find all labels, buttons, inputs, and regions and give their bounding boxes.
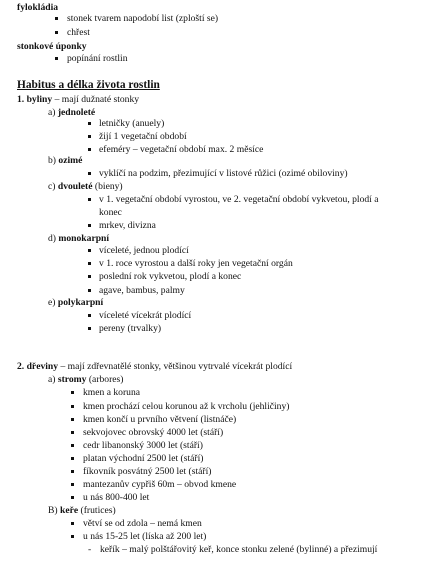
subsection-title: keře: [60, 505, 79, 516]
bullet-icon: [88, 224, 91, 227]
list-item: mrkev, divizna: [99, 220, 156, 231]
byliny-a-line: [48, 107, 95, 118]
list-item: v 1. vegetační období vyrostou, ve 2. vegetační období vykvetou, plodí a: [99, 194, 379, 205]
list-item: mantezanův cypřiš 60m – obvod kmene: [83, 479, 237, 490]
bullet-icon: [71, 391, 74, 394]
byliny-b-line: [48, 155, 82, 166]
subsection-prefix: b): [48, 155, 59, 166]
list-item: vyklíčí na podzim, přezimující v listové růžici (ozimé obiloviny): [99, 168, 348, 179]
list-item: popínání rostlin: [67, 53, 128, 64]
dreviny-desc: – mají zdřevnatělé stonky, většinou vytrvalé vícekrát plodící: [58, 361, 293, 372]
list-item: u nás 800-400 let: [83, 492, 150, 503]
bullet-icon: [88, 148, 91, 151]
list-item: v 1. roce vyrostou a další roky jen vegetační orgán: [99, 258, 293, 269]
dreviny-b-line: [48, 505, 116, 516]
bullet-icon: [71, 483, 74, 486]
subsection-prefix: c): [48, 181, 58, 192]
bullet-icon: [55, 31, 58, 34]
subsection-title: stromy: [57, 374, 87, 385]
bullet-icon: [55, 57, 58, 60]
list-item: letničky (anuely): [99, 118, 165, 129]
list-item: kmen končí u prvního větvení (listnáče): [83, 414, 237, 425]
list-item: větví se od zdola – nemá kmen: [83, 518, 202, 529]
list-item: víceleté vícekrát plodící: [99, 310, 192, 321]
bullet-icon: [88, 122, 91, 125]
subsection-prefix: B): [48, 505, 60, 516]
list-item: chřest: [67, 27, 90, 38]
list-item: kmen prochází celou korunou až k vrcholu (jehličiny): [83, 401, 290, 412]
bullet-icon: [88, 172, 91, 175]
bullet-icon: [71, 470, 74, 473]
filokladia-title: fylokládia: [17, 2, 59, 13]
list-item: sekvojovec obrovský 4000 let (stáří): [83, 427, 224, 438]
list-item: stonek tvarem napodobí list (zploští se): [67, 13, 219, 24]
dreviny-a-line: [48, 374, 124, 385]
subsection-suffix: (bieny): [92, 181, 123, 192]
list-item: pereny (trvalky): [99, 323, 162, 334]
bullet-icon: [71, 418, 74, 421]
bullet-icon: [88, 249, 91, 252]
dash-icon: -: [88, 544, 92, 555]
list-item: platan východní 2500 let (stáří): [83, 453, 204, 464]
byliny-desc: – mají dužnaté stonky: [52, 94, 140, 105]
bullet-icon: [71, 405, 74, 408]
list-item: víceleté, jednou plodící: [99, 245, 189, 256]
list-item: kmen a koruna: [83, 387, 141, 398]
bullet-icon: [71, 535, 74, 538]
subsection-prefix: d): [48, 233, 59, 244]
subsection-title: ozimé: [58, 155, 83, 166]
byliny-line: [17, 94, 139, 105]
page-heading: Habitus a délka života rostlin: [17, 79, 160, 91]
subsection-prefix: a): [48, 107, 58, 118]
byliny-d-line: [48, 233, 109, 244]
bullet-icon: [71, 444, 74, 447]
subsection-suffix: (frutices): [78, 505, 116, 516]
list-item: u nás 15-25 let (líska až 200 let): [83, 531, 207, 542]
bullet-icon: [71, 496, 74, 499]
sub-list-item: keřík – malý polštářovitý keř, konce stonku zelené (bylinné) a přezimují: [100, 544, 378, 555]
subsection-title: polykarpní: [57, 297, 104, 308]
subsection-prefix: a): [48, 374, 58, 385]
byliny-e-line: [48, 297, 103, 308]
stonkove-upony-title: stonkové úponky: [17, 41, 87, 52]
byliny-c-line: [48, 181, 123, 192]
bullet-icon: [88, 289, 91, 292]
list-item: fíkovník posvátný 2500 let (stáří): [83, 466, 212, 477]
bullet-icon: [88, 314, 91, 317]
list-item: poslední rok vykvetou, plodí a konec: [99, 271, 242, 282]
bullet-icon: [71, 522, 74, 525]
bullet-icon: [88, 198, 91, 201]
bullet-icon: [71, 457, 74, 460]
bullet-icon: [71, 431, 74, 434]
subsection-title: jednoleté: [57, 107, 96, 118]
byliny-label: 1. byliny: [17, 94, 53, 105]
subsection-title: monokarpní: [58, 233, 110, 244]
subsection-suffix: (arbores): [86, 374, 124, 385]
dreviny-label: 2. dřeviny: [17, 361, 59, 372]
list-item-continuation: konec: [99, 207, 122, 218]
list-item: cedr libanonský 3000 let (stáří): [83, 440, 203, 451]
bullet-icon: [88, 135, 91, 138]
list-item: žijí 1 vegetační období: [99, 131, 187, 142]
subsection-prefix: e): [48, 297, 58, 308]
list-item: efeméry – vegetační období max. 2 měsíce: [99, 144, 264, 155]
bullet-icon: [55, 17, 58, 20]
subsection-title: dvouleté: [57, 181, 93, 192]
bullet-icon: [88, 262, 91, 265]
dreviny-line: [17, 361, 292, 372]
bullet-icon: [88, 327, 91, 330]
bullet-icon: [88, 275, 91, 278]
list-item: agave, bambus, palmy: [99, 285, 185, 296]
